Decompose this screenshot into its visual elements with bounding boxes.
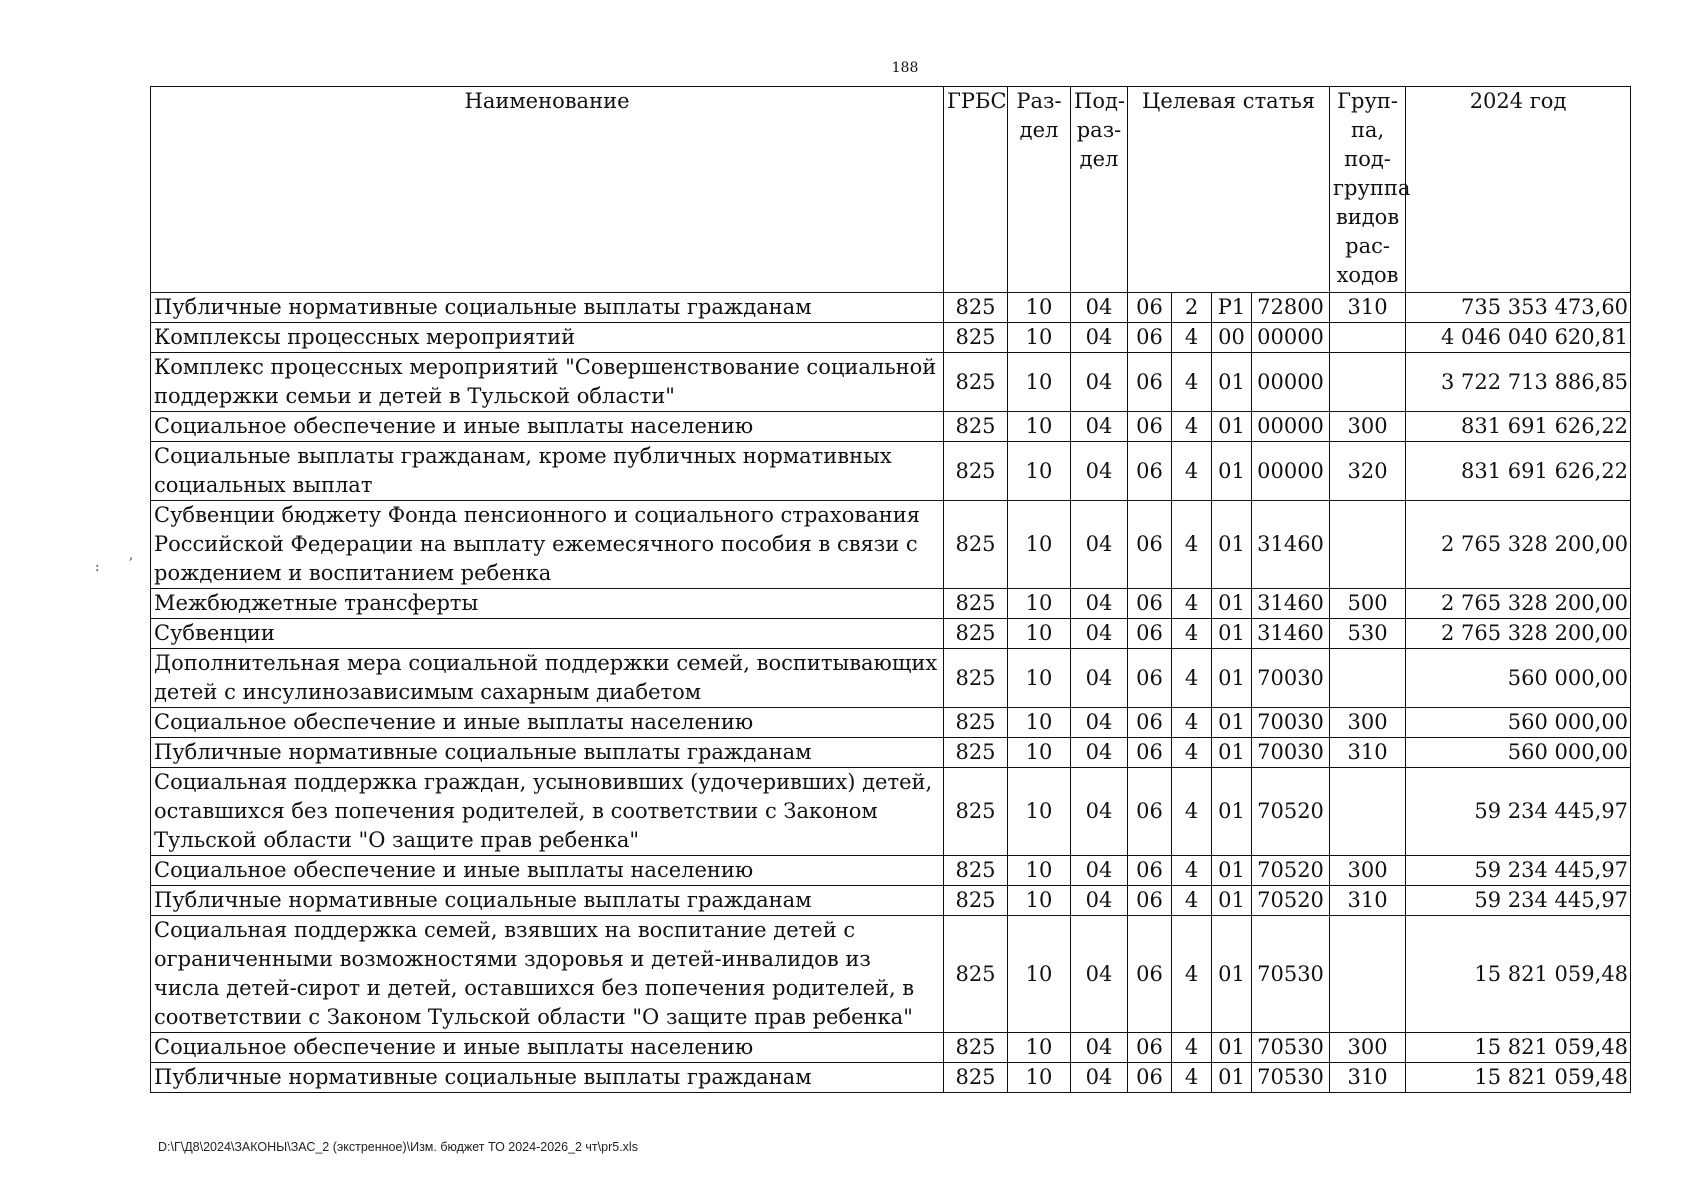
row-amount-2024: 735 353 473,60 <box>1406 293 1631 323</box>
row-target-type: 4 <box>1172 1063 1212 1093</box>
row-razdel: 10 <box>1008 293 1071 323</box>
row-expense-group: 310 <box>1330 293 1406 323</box>
row-expense-group: 300 <box>1330 708 1406 738</box>
header-podrazdel: Под- раз- дел <box>1071 87 1128 293</box>
row-target-type: 4 <box>1172 442 1212 501</box>
row-expense-group <box>1330 768 1406 856</box>
row-razdel: 10 <box>1008 442 1071 501</box>
row-name: Субвенции бюджету Фонда пенсионного и социального страхования Российской Федерации на выплату ежемесячного пособия в связи с рождением и воспитанием ребенка <box>151 501 944 589</box>
row-target-type: 4 <box>1172 1033 1212 1063</box>
row-razdel: 10 <box>1008 501 1071 589</box>
row-target-program: 06 <box>1128 708 1172 738</box>
row-target-direction: 70530 <box>1252 1033 1330 1063</box>
row-target-direction: 00000 <box>1252 442 1330 501</box>
header-grbs: ГРБС <box>944 87 1008 293</box>
row-target-structure: 01 <box>1212 738 1252 768</box>
table-row <box>151 1033 1631 1063</box>
row-grbs: 825 <box>944 353 1008 412</box>
row-grbs: 825 <box>944 768 1008 856</box>
row-target-direction: 70030 <box>1252 649 1330 708</box>
row-target-program: 06 <box>1128 738 1172 768</box>
row-name: Комплексы процессных мероприятий <box>151 323 944 353</box>
row-podrazdel: 04 <box>1071 619 1128 649</box>
footer-file-path: D:\Г\Д8\2024\ЗАКОНЫ\ЗАС_2 (экстренное)\Изм. бюджет ТО 2024-2026_2 чт\pr5.xls <box>158 1140 638 1154</box>
budget-table <box>150 86 1631 1093</box>
row-name: Социальное обеспечение и иные выплаты населению <box>151 412 944 442</box>
row-podrazdel: 04 <box>1071 708 1128 738</box>
row-razdel: 10 <box>1008 1033 1071 1063</box>
row-target-type: 4 <box>1172 501 1212 589</box>
row-name: Социальное обеспечение и иные выплаты населению <box>151 856 944 886</box>
header-razdel: Раз- дел <box>1008 87 1071 293</box>
row-amount-2024: 15 821 059,48 <box>1406 916 1631 1033</box>
row-target-direction: 00000 <box>1252 412 1330 442</box>
row-target-direction: 00000 <box>1252 353 1330 412</box>
table-row <box>151 649 1631 708</box>
row-target-structure: 01 <box>1212 619 1252 649</box>
row-razdel: 10 <box>1008 886 1071 916</box>
row-grbs: 825 <box>944 323 1008 353</box>
row-expense-group: 310 <box>1330 1063 1406 1093</box>
row-podrazdel: 04 <box>1071 353 1128 412</box>
row-grbs: 825 <box>944 442 1008 501</box>
row-target-type: 4 <box>1172 886 1212 916</box>
row-grbs: 825 <box>944 589 1008 619</box>
row-name: Публичные нормативные социальные выплаты гражданам <box>151 1063 944 1093</box>
row-razdel: 10 <box>1008 619 1071 649</box>
row-target-structure: 01 <box>1212 1033 1252 1063</box>
row-expense-group: 300 <box>1330 1033 1406 1063</box>
row-target-direction: 31460 <box>1252 501 1330 589</box>
row-razdel: 10 <box>1008 589 1071 619</box>
row-name: Социальное обеспечение и иные выплаты населению <box>151 708 944 738</box>
row-name: Социальная поддержка граждан, усыновивших (удочеривших) детей, оставшихся без попечения родителей, в соответствии с Законом Тульской области "О защите прав ребенка" <box>151 768 944 856</box>
row-grbs: 825 <box>944 412 1008 442</box>
row-amount-2024: 59 234 445,97 <box>1406 768 1631 856</box>
row-amount-2024: 3 722 713 886,85 <box>1406 353 1631 412</box>
row-target-type: 4 <box>1172 589 1212 619</box>
row-expense-group <box>1330 501 1406 589</box>
row-podrazdel: 04 <box>1071 649 1128 708</box>
row-target-direction: 70530 <box>1252 1063 1330 1093</box>
row-amount-2024: 831 691 626,22 <box>1406 442 1631 501</box>
table-row <box>151 412 1631 442</box>
row-razdel: 10 <box>1008 856 1071 886</box>
row-target-structure: 01 <box>1212 768 1252 856</box>
row-podrazdel: 04 <box>1071 1063 1128 1093</box>
row-name: Субвенции <box>151 619 944 649</box>
row-expense-group: 300 <box>1330 412 1406 442</box>
row-target-type: 4 <box>1172 856 1212 886</box>
row-target-type: 4 <box>1172 708 1212 738</box>
table-row <box>151 619 1631 649</box>
row-target-program: 06 <box>1128 1033 1172 1063</box>
row-podrazdel: 04 <box>1071 412 1128 442</box>
row-target-structure: 01 <box>1212 916 1252 1033</box>
row-podrazdel: 04 <box>1071 886 1128 916</box>
row-name: Социальные выплаты гражданам, кроме публичных нормативных социальных выплат <box>151 442 944 501</box>
table-row <box>151 501 1631 589</box>
row-podrazdel: 04 <box>1071 293 1128 323</box>
row-amount-2024: 560 000,00 <box>1406 649 1631 708</box>
row-target-type: 4 <box>1172 353 1212 412</box>
row-podrazdel: 04 <box>1071 738 1128 768</box>
header-year: 2024 год <box>1406 87 1631 293</box>
row-target-structure: 01 <box>1212 501 1252 589</box>
row-amount-2024: 59 234 445,97 <box>1406 856 1631 886</box>
row-razdel: 10 <box>1008 1063 1071 1093</box>
row-target-structure: 01 <box>1212 856 1252 886</box>
row-target-structure: 01 <box>1212 886 1252 916</box>
row-target-direction: 31460 <box>1252 619 1330 649</box>
row-target-structure: P1 <box>1212 293 1252 323</box>
row-grbs: 825 <box>944 293 1008 323</box>
row-target-program: 06 <box>1128 323 1172 353</box>
row-razdel: 10 <box>1008 412 1071 442</box>
row-name: Публичные нормативные социальные выплаты гражданам <box>151 738 944 768</box>
row-target-structure: 01 <box>1212 442 1252 501</box>
row-name: Публичные нормативные социальные выплаты гражданам <box>151 293 944 323</box>
row-expense-group: 310 <box>1330 886 1406 916</box>
row-amount-2024: 2 765 328 200,00 <box>1406 589 1631 619</box>
row-target-program: 06 <box>1128 353 1172 412</box>
row-target-direction: 70520 <box>1252 856 1330 886</box>
row-target-type: 4 <box>1172 619 1212 649</box>
row-amount-2024: 15 821 059,48 <box>1406 1063 1631 1093</box>
row-razdel: 10 <box>1008 738 1071 768</box>
row-razdel: 10 <box>1008 916 1071 1033</box>
table-row <box>151 1063 1631 1093</box>
row-podrazdel: 04 <box>1071 856 1128 886</box>
row-target-program: 06 <box>1128 916 1172 1033</box>
table-row <box>151 738 1631 768</box>
row-grbs: 825 <box>944 649 1008 708</box>
row-target-direction: 70030 <box>1252 738 1330 768</box>
row-expense-group: 300 <box>1330 856 1406 886</box>
row-podrazdel: 04 <box>1071 589 1128 619</box>
row-podrazdel: 04 <box>1071 916 1128 1033</box>
row-target-structure: 01 <box>1212 1063 1252 1093</box>
row-target-type: 4 <box>1172 412 1212 442</box>
row-target-program: 06 <box>1128 886 1172 916</box>
row-target-direction: 70520 <box>1252 768 1330 856</box>
row-target-type: 4 <box>1172 323 1212 353</box>
row-podrazdel: 04 <box>1071 323 1128 353</box>
row-expense-group <box>1330 323 1406 353</box>
table-row <box>151 916 1631 1033</box>
row-amount-2024: 15 821 059,48 <box>1406 1033 1631 1063</box>
row-target-type: 2 <box>1172 293 1212 323</box>
row-target-program: 06 <box>1128 293 1172 323</box>
row-podrazdel: 04 <box>1071 1033 1128 1063</box>
row-target-program: 06 <box>1128 442 1172 501</box>
row-razdel: 10 <box>1008 323 1071 353</box>
row-target-structure: 01 <box>1212 708 1252 738</box>
row-expense-group <box>1330 649 1406 708</box>
row-razdel: 10 <box>1008 649 1071 708</box>
table-row <box>151 353 1631 412</box>
row-target-program: 06 <box>1128 856 1172 886</box>
row-grbs: 825 <box>944 886 1008 916</box>
row-razdel: 10 <box>1008 353 1071 412</box>
row-target-program: 06 <box>1128 649 1172 708</box>
row-target-structure: 01 <box>1212 353 1252 412</box>
row-target-structure: 00 <box>1212 323 1252 353</box>
row-target-direction: 31460 <box>1252 589 1330 619</box>
table-header <box>151 87 1631 293</box>
row-expense-group: 310 <box>1330 738 1406 768</box>
row-name: Межбюджетные трансферты <box>151 589 944 619</box>
row-amount-2024: 2 765 328 200,00 <box>1406 619 1631 649</box>
row-name: Социальная поддержка семей, взявших на воспитание детей с ограниченными возможностями здоровья и детей-инвалидов из числа детей-сирот и детей, оставшихся без попечения родителей, в соответствии с Законом Тульской области "О защите прав ребенка" <box>151 916 944 1033</box>
row-amount-2024: 831 691 626,22 <box>1406 412 1631 442</box>
row-expense-group: 320 <box>1330 442 1406 501</box>
row-target-direction: 72800 <box>1252 293 1330 323</box>
row-target-structure: 01 <box>1212 649 1252 708</box>
row-target-direction: 70520 <box>1252 886 1330 916</box>
table-row <box>151 293 1631 323</box>
row-expense-group <box>1330 916 1406 1033</box>
row-target-program: 06 <box>1128 1063 1172 1093</box>
row-podrazdel: 04 <box>1071 442 1128 501</box>
row-amount-2024: 560 000,00 <box>1406 708 1631 738</box>
table-row <box>151 323 1631 353</box>
row-target-program: 06 <box>1128 412 1172 442</box>
row-podrazdel: 04 <box>1071 768 1128 856</box>
row-grbs: 825 <box>944 501 1008 589</box>
row-grbs: 825 <box>944 1033 1008 1063</box>
row-amount-2024: 59 234 445,97 <box>1406 886 1631 916</box>
row-target-type: 4 <box>1172 649 1212 708</box>
row-name: Комплекс процессных мероприятий "Совершенствование социальной поддержки семьи и детей в Тульской области" <box>151 353 944 412</box>
table-row <box>151 886 1631 916</box>
row-target-program: 06 <box>1128 619 1172 649</box>
row-amount-2024: 4 046 040 620,81 <box>1406 323 1631 353</box>
row-target-program: 06 <box>1128 501 1172 589</box>
row-expense-group: 530 <box>1330 619 1406 649</box>
page-number: 188 <box>891 60 919 76</box>
row-razdel: 10 <box>1008 708 1071 738</box>
row-target-program: 06 <box>1128 589 1172 619</box>
row-name: Публичные нормативные социальные выплаты гражданам <box>151 886 944 916</box>
row-target-type: 4 <box>1172 738 1212 768</box>
row-target-structure: 01 <box>1212 412 1252 442</box>
row-amount-2024: 560 000,00 <box>1406 738 1631 768</box>
table-row <box>151 708 1631 738</box>
header-name: Наименование <box>151 87 944 293</box>
row-target-direction: 70030 <box>1252 708 1330 738</box>
row-grbs: 825 <box>944 1063 1008 1093</box>
table-row <box>151 589 1631 619</box>
row-grbs: 825 <box>944 916 1008 1033</box>
row-target-type: 4 <box>1172 768 1212 856</box>
table-row <box>151 768 1631 856</box>
row-podrazdel: 04 <box>1071 501 1128 589</box>
row-amount-2024: 2 765 328 200,00 <box>1406 501 1631 589</box>
row-grbs: 825 <box>944 856 1008 886</box>
table-body <box>151 293 1631 1093</box>
row-target-direction: 00000 <box>1252 323 1330 353</box>
row-name: Социальное обеспечение и иные выплаты населению <box>151 1033 944 1063</box>
row-name: Дополнительная мера социальной поддержки семей, воспитывающих детей с инсулинозависимым сахарным диабетом <box>151 649 944 708</box>
row-target-type: 4 <box>1172 916 1212 1033</box>
table-row <box>151 442 1631 501</box>
row-grbs: 825 <box>944 738 1008 768</box>
row-grbs: 825 <box>944 619 1008 649</box>
row-target-structure: 01 <box>1212 589 1252 619</box>
header-group: Груп- па, под- группа видов рас- ходов <box>1330 87 1406 293</box>
row-expense-group <box>1330 353 1406 412</box>
row-expense-group: 500 <box>1330 589 1406 619</box>
row-target-direction: 70530 <box>1252 916 1330 1033</box>
row-grbs: 825 <box>944 708 1008 738</box>
header-target-article: Целевая статья <box>1128 87 1330 293</box>
table-row <box>151 856 1631 886</box>
row-razdel: 10 <box>1008 768 1071 856</box>
row-target-program: 06 <box>1128 768 1172 856</box>
